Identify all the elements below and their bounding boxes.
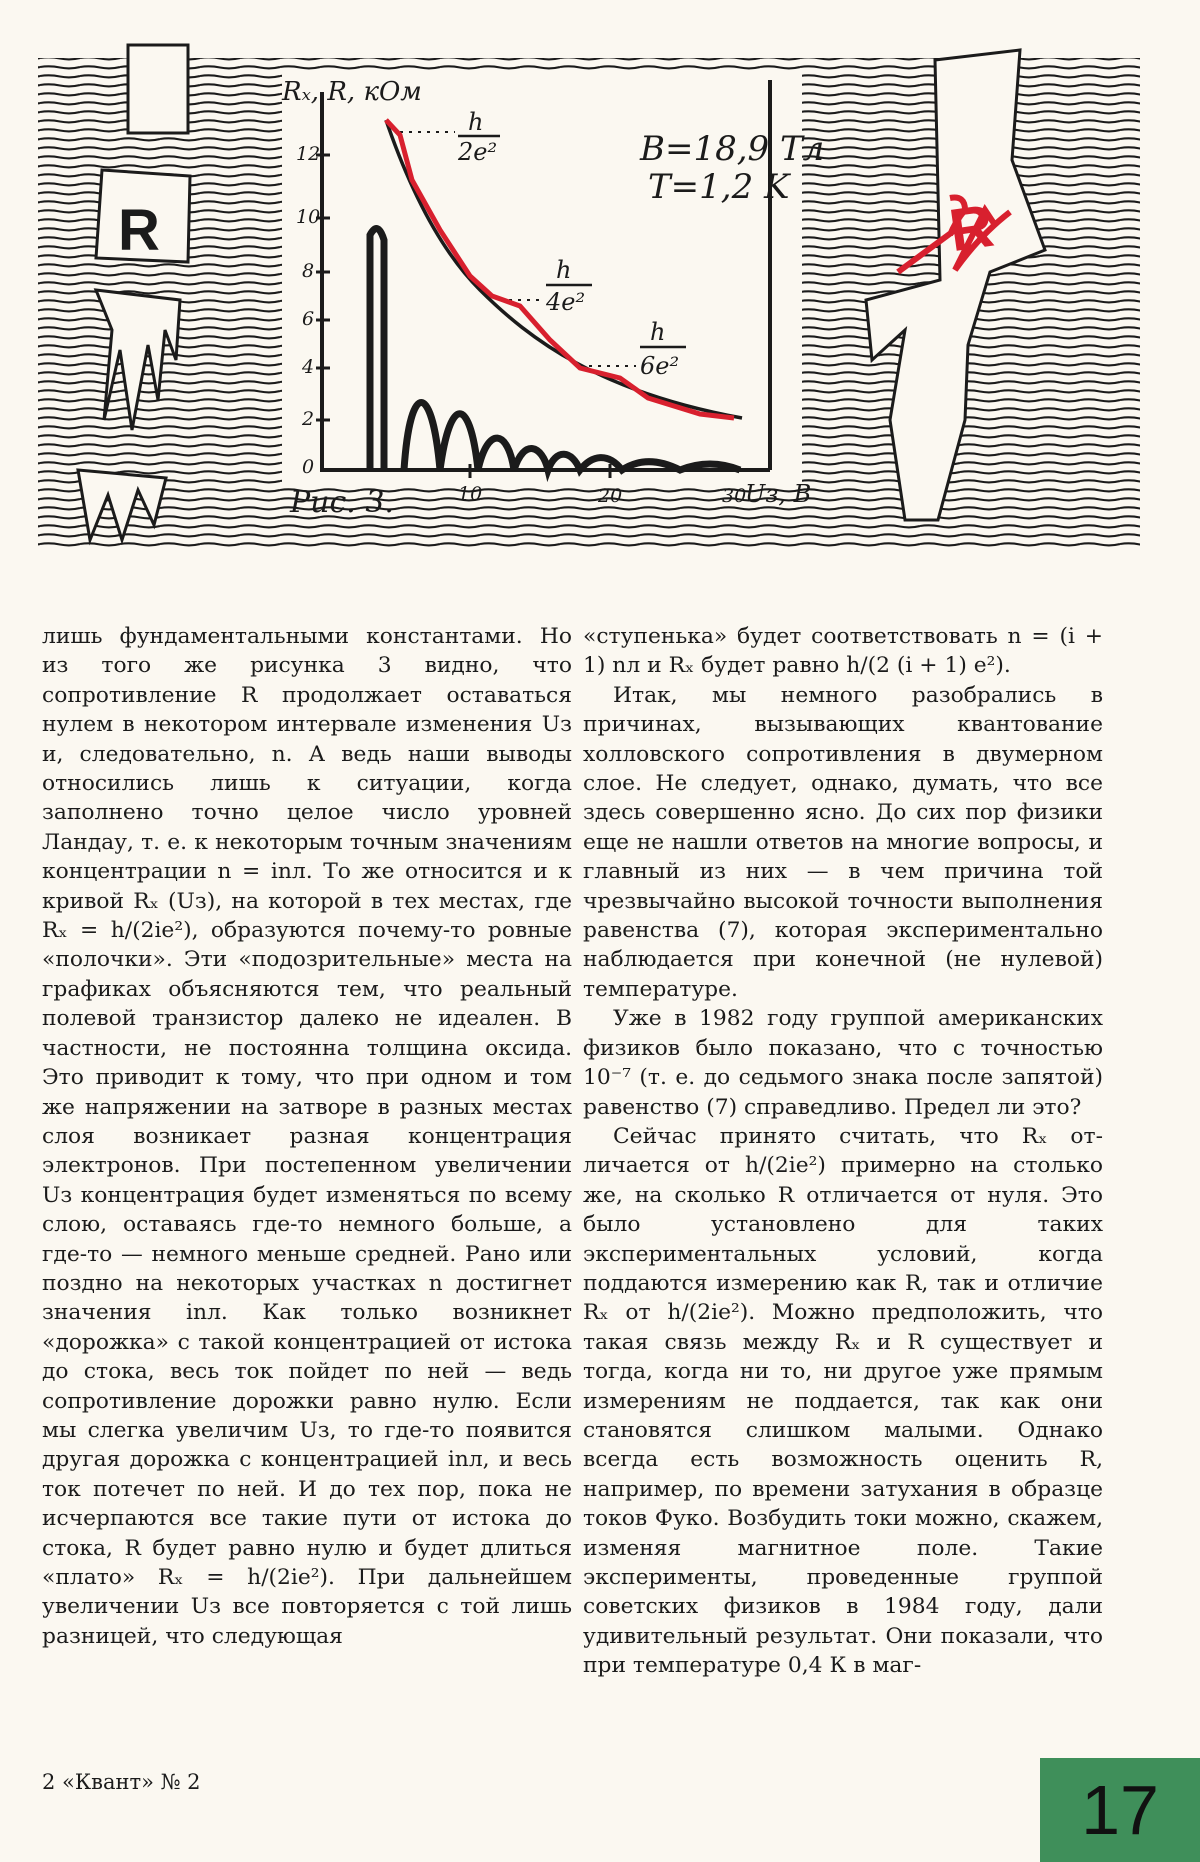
y-axis-label: Rₓ, R, кОм <box>282 77 422 107</box>
page-number-box: 17 <box>1040 1758 1200 1862</box>
plateau-label-3-den: 6e² <box>640 352 680 380</box>
figure-illustration <box>0 0 1200 565</box>
right-paragraph-1: «ступенька» будет соответствовать n = (i + 1) nл и Rₓ будет равно h/(2 (i + 1) e²). <box>583 624 1103 679</box>
conditions-line-1: B=18,9 Тл <box>640 129 825 169</box>
right-paragraph-2: Итак, мы немного разобрались в причинах, вызывающих квантование холловского сопротивления в двумерном слое. Не следует, однако, думать, что все здесь совершенно ясно. До сих пор физики еще не нашли ответов на многие вопросы, и главный из них — в чем причина той чрезвычайно высокой точности выполнения равенства (7), которая экспериментально наблюдается при конечной (не нулевой) температуре. <box>583 682 1103 1002</box>
x-tick-30: 30 <box>722 485 747 507</box>
footer-issue-line: 2 «Квант» № 2 <box>42 1770 201 1794</box>
plateau-label-2-num: h <box>556 256 572 284</box>
text-column-right <box>583 622 1103 1681</box>
text-column-left <box>42 622 572 1651</box>
plateau-label-1-num: h <box>468 108 484 136</box>
y-tick-12: 12 <box>296 143 321 165</box>
right-paragraph-3: Уже в 1982 году группой американских физиков было показано, что с точностью 10⁻⁷ (т. е. до седьмого знака после запятой) равенство (7) справедливо. Предел ли это? <box>583 1006 1103 1120</box>
figure-caption: Рис. 3. <box>290 485 395 520</box>
conditions-line-2: T=1,2 K <box>648 167 790 207</box>
y-tick-10: 10 <box>296 206 321 228</box>
plateau-label-3-num: h <box>650 318 666 346</box>
left-paragraph-1: лишь фундаментальными константами. Но из того же рисунка 3 видно, что сопротивление R продолжает оставаться нулем в некотором интервале изменения Uз и, следовательно, n. А ведь наши выводы относились лишь к ситуации, когда заполнено точно целое число уровней Ландау, т. е. к некоторым точным значениям концентрации n = inл. То же относится и к кривой Rₓ (Uз), на которой в тех местах, где Rₓ = h/(2ie²), образуются почему-то ровные «полочки». Эти «подозрительные» места на графиках объясняются тем, что реальный полевой транзистор далеко не идеален. В частности, не постоянна толщина оксида. Это приводит к тому, что при одном и том же напряжении на затворе в разных местах слоя возникает разная концентрация электронов. При постепенном увеличении Uз концентрация будет изменяться по всему слою, оставаясь где-то немного больше, а где-то — немного меньше средней. Рано или поздно на некоторых участках n достигнет значения inл. Как только возникнет «дорожка» с такой концентрацией от истока до стока, весь ток пойдет по ней — ведь сопротивление дорожки равно нулю. Если мы слегка увеличим Uз, то где-то появится другая дорожка с концентрацией inл, и весь ток потечет по ней. И до тех пор, пока не исчерпаются все такие пути от истока до стока, R будет равно нулю и будет длиться «плато» Rₓ = h/(2ie²). При дальнейшем увеличении Uз все повторяется с той лишь разницей, что следующая <box>42 624 572 1649</box>
x-axis-label: Uз, B <box>745 480 812 508</box>
x-tick-20: 20 <box>598 485 623 507</box>
y-tick-6: 6 <box>302 308 315 330</box>
y-tick-2: 2 <box>302 408 315 430</box>
y-tick-0: 0 <box>302 456 315 478</box>
right-paragraph-4: Сейчас принято считать, что Rₓ отличается от h/(2ie²) примерно на столько же, на сколько R отличается от нуля. Это было установлено для таких экспериментальных условий, когда поддаются измерению как R, так и отличие Rₓ от h/(2ie²). Можно предположить, что такая связь между Rₓ и R существует и тогда, когда ни то, ни другое уже прямым измерениям не поддается, так как они становятся слишком малыми. Однако всегда есть возможность оценить R, например, по времени затухания в образце токов Фуко. Возбудить токи можно, скажем, изменяя магнитное поле. Такие эксперименты, проведенные группой советских физиков в 1984 году, дали удивительный результат. Они показали, что при температуре 0,4 К в маг- <box>583 1123 1103 1679</box>
plateau-label-1-den: 2e² <box>458 138 498 166</box>
wall-notice-top <box>128 45 188 133</box>
x-tick-10: 10 <box>458 483 483 505</box>
y-tick-8: 8 <box>302 260 315 282</box>
wall-letter-left: R <box>118 198 160 263</box>
wall-letter-right: R <box>945 191 998 265</box>
y-tick-4: 4 <box>302 356 315 378</box>
plateau-label-2-den: 4e² <box>546 288 586 316</box>
